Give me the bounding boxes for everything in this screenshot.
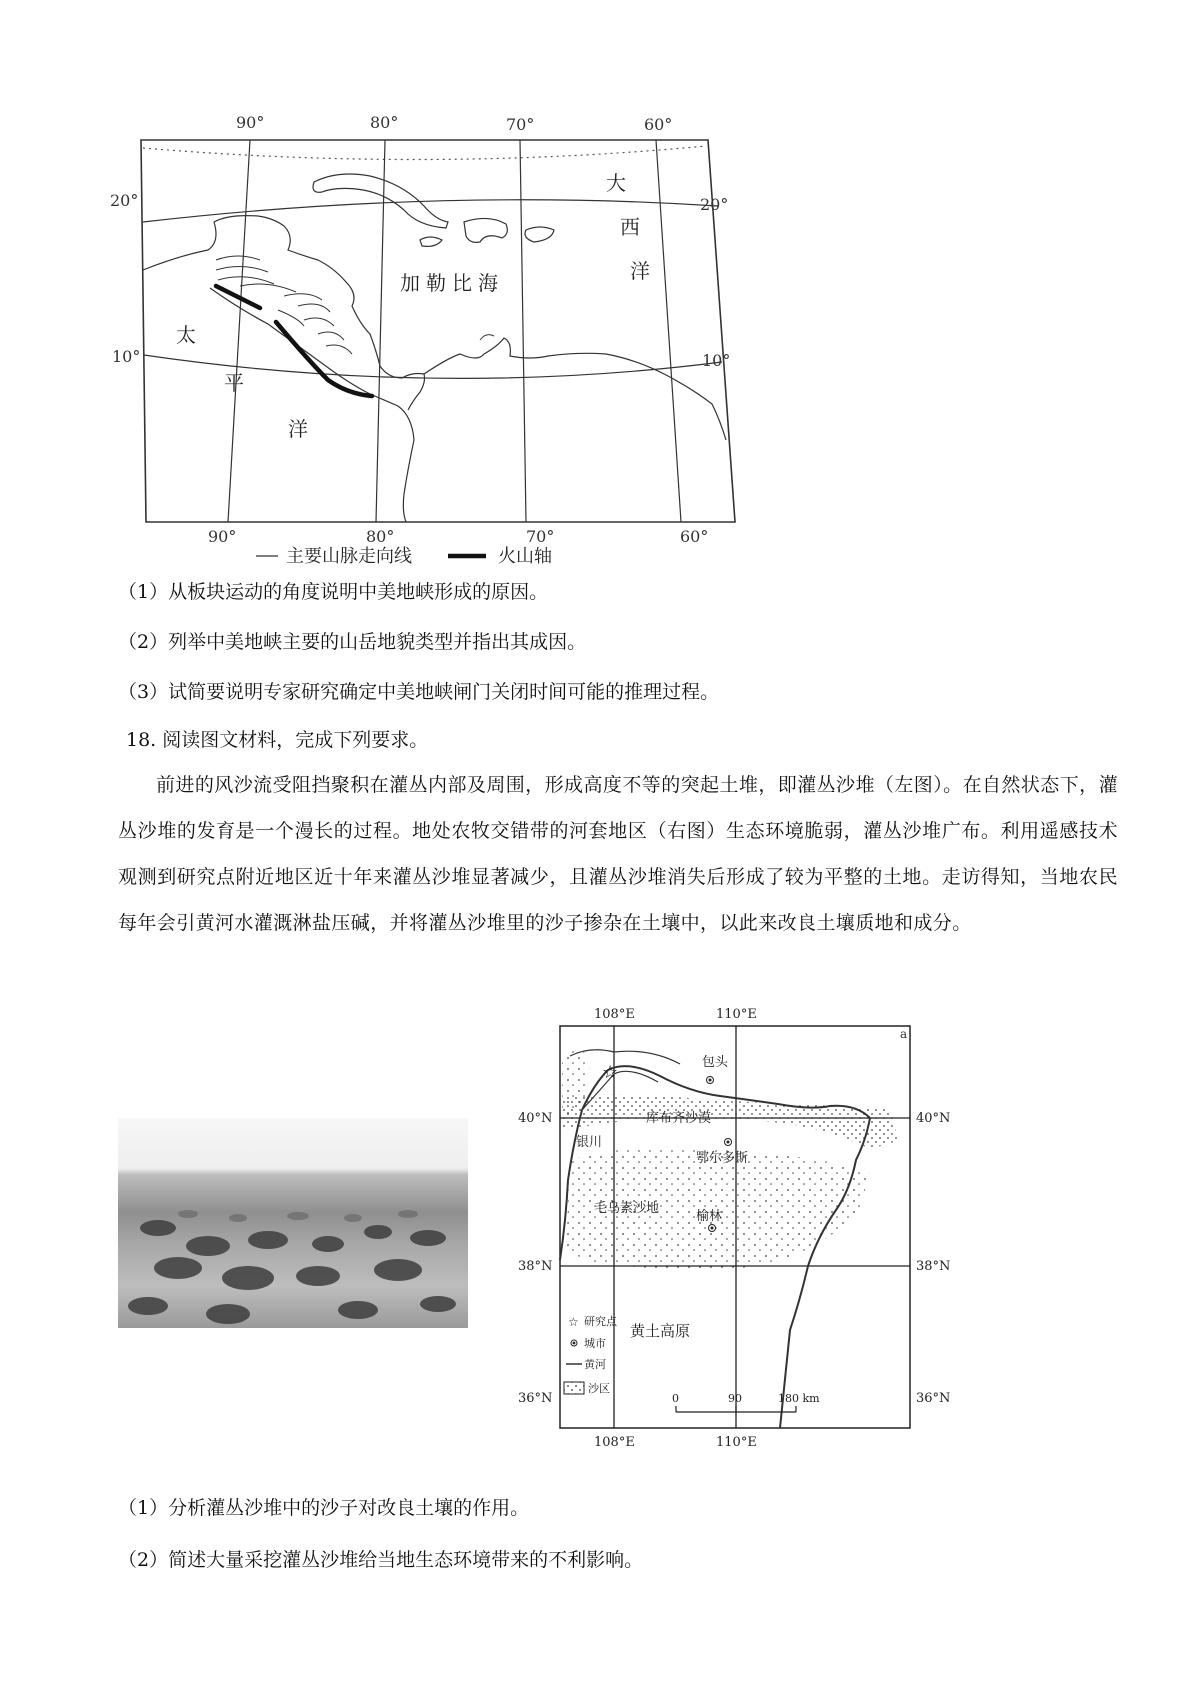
lat-left-40: 40°N [518,1111,553,1126]
q18-item-1: （1）分析灌丛沙堆中的沙子对改良土壤的作用。 [118,1497,530,1519]
kubuqi-label: 库布齐沙漠 [646,1111,712,1126]
legend-city-icon [571,1340,577,1346]
hetao-map [510,1000,951,1450]
legend-city: 城市 [584,1337,606,1350]
city-yulin: 榆林 [696,1209,723,1224]
lat-right-10: 10° [702,351,731,370]
city-baotou: 包头 [702,1055,729,1070]
lat-left-36: 36°N [518,1391,553,1406]
city-ordos: 鄂尔多斯 [696,1151,749,1166]
lon-bottom-60: 60° [680,527,709,546]
caribbean-sea-label: 加勒比海 [400,271,504,295]
q17-item-1: （1）从板块运动的角度说明中美地峡形成的原因。 [118,581,549,603]
scale-0: 0 [672,1392,679,1405]
jamaica [420,237,442,246]
q18-item-2: （2）简述大量采挖灌丛沙堆给当地生态环境带来的不利影响。 [118,1549,644,1571]
lon-top-60: 60° [644,115,673,134]
pacific-label-1: 太 [176,323,196,347]
south-america-coast [424,338,726,440]
loess-plateau-label: 黄土高原 [630,1322,691,1340]
city-yinchuan: 银川 [576,1135,603,1150]
shrub-dune-photo-drawing [118,1118,468,1328]
meridian-70 [520,140,526,522]
pacific-coast [210,288,414,522]
pacific-label-2: 平 [224,371,244,395]
lat-right-20: 20° [700,195,729,214]
legend-study-point: 研究点 [584,1315,617,1328]
lon-bottom-70: 70° [526,527,555,546]
lat-right-38: 38°N [916,1259,951,1274]
lon-top-80: 80° [370,113,399,132]
shrub-dune-photo [118,1118,468,1328]
lon-top-108: 108°E [594,1007,635,1022]
lon-bottom-90: 90° [208,527,237,546]
legend-sand-icon [564,1382,584,1394]
q18-paragraph: 前进的风沙流受阻挡聚积在灌丛内部及周围，形成高度不等的突起土堆，即灌丛沙堆（左图）。在自然状态下，灌丛沙堆的发育是一个漫长的过程。地处农牧交错带的河套地区（右图）生态环境脆弱，灌丛沙堆广布。利用遥感技术观测到研究点附近地区近十年来灌丛沙堆显著减少，且灌丛沙堆消失后形成了较为平整的土地。走访得知，当地农民每年会引黄河水灌溉淋盐压碱，并将灌丛沙堆里的沙子掺杂在土壤中，以此来改良土壤质地和成分。 [118,774,1118,934]
lon-top-90: 90° [236,113,265,132]
scale-180: 180 km [778,1392,820,1405]
scale-90: 90 [728,1392,742,1405]
meridian-60 [656,140,681,522]
atlantic-label-3: 洋 [630,259,650,283]
q18-heading: 18. 阅读图文材料，完成下列要求。 [126,729,429,751]
lon-bottom-108: 108°E [594,1435,635,1450]
lat-right-40: 40°N [916,1111,951,1126]
central-america-map [108,110,788,567]
legend-river: 黄河 [584,1358,606,1371]
corner-letter: a [900,1027,908,1041]
meridian-90 [228,140,250,522]
q17-item-3: （3）试简要说明专家研究确定中美地峡闸门关闭时间可能的推理过程。 [118,681,720,703]
lat-left-38: 38°N [518,1259,553,1274]
hispaniola [464,218,507,242]
q17-item-2: （2）列举中美地峡主要的山岳地貌类型并指出其成因。 [118,631,587,653]
atlantic-label-2: 西 [620,215,640,239]
meridian-80 [376,140,385,522]
pacific-label-3: 洋 [288,417,308,441]
lat-right-36: 36°N [916,1391,951,1406]
lon-bottom-80: 80° [366,527,395,546]
lon-bottom-110: 110°E [716,1435,757,1450]
lon-top-110: 110°E [716,1007,757,1022]
atlantic-label-1: 大 [606,171,626,195]
puerto-rico [525,227,554,242]
study-point-star: ☆ [602,1062,619,1083]
legend-volcano-label: 火山轴 [498,546,552,567]
maowusu-label: 毛乌素沙地 [594,1201,660,1216]
lon-top-70: 70° [506,115,535,134]
legend-mountain-label: 主要山脉走向线 [286,546,412,567]
lat-left-20: 20° [110,191,139,210]
legend-star-icon: ☆ [568,1315,579,1329]
lat-left-10: 10° [112,347,141,366]
legend-sand: 沙区 [588,1382,610,1395]
